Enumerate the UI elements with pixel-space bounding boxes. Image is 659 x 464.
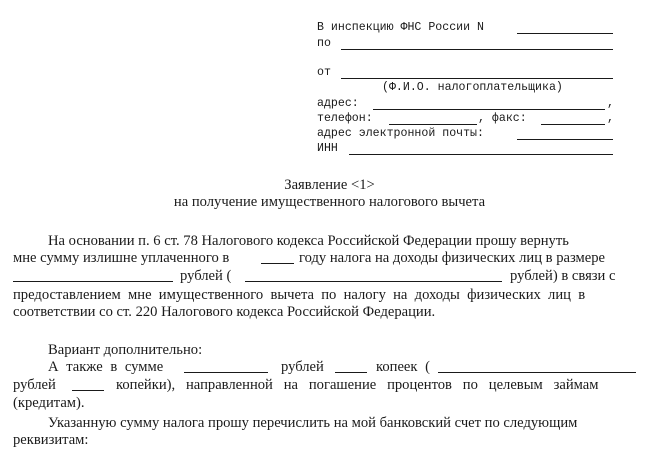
additional-words-kopecks-field[interactable] <box>72 390 104 391</box>
additional-amount-in-words-field[interactable] <box>438 372 636 373</box>
p1-line-2-b: году налога на доходы физических лиц в размере <box>299 250 606 266</box>
additional-amount-kopecks-field[interactable] <box>335 372 367 373</box>
title-line-1: Заявление <1> <box>284 177 375 193</box>
title-line-2: на получение имущественного налогового вычета <box>173 194 486 210</box>
p2-line-1-a: А также в сумме <box>48 359 164 375</box>
p1-line-3-a: рублей ( <box>180 268 232 284</box>
fax-comma: , <box>607 112 614 125</box>
p2-line-2-a: рублей <box>13 377 56 393</box>
phone-field[interactable] <box>389 124 477 125</box>
p1-line-1: На основании п. 6 ст. 78 Налогового кодекса Российской Федерации прошу вернуть <box>48 233 569 249</box>
p1-line-3-b: рублей) в связи с <box>510 268 616 284</box>
email-label: адрес электронной почты: <box>317 127 484 140</box>
additional-amount-rubles-field[interactable] <box>184 372 268 373</box>
po-label: по <box>317 37 331 50</box>
address-label: адрес: <box>317 97 359 110</box>
phone-label: телефон: <box>317 112 373 125</box>
p1-line-5: соответствии со ст. 220 Налогового кодекса Российской Федерации. <box>13 304 436 320</box>
variant-label: Вариант дополнительно: <box>48 342 203 358</box>
amount-field[interactable] <box>13 281 173 282</box>
taxpayer-name-field[interactable] <box>341 78 613 79</box>
po-field[interactable] <box>341 49 613 50</box>
p2-line-1-c: копеек ( <box>376 359 431 375</box>
address-field[interactable] <box>373 109 605 110</box>
p1-line-4: предоставлением мне имущественного вычета по налогу на доходы физических лиц в <box>13 287 586 303</box>
year-field[interactable] <box>261 263 294 264</box>
p1-line-2-a: мне сумму излишне уплаченного в <box>13 250 230 266</box>
ot-label: от <box>317 66 331 79</box>
address-comma: , <box>607 97 614 110</box>
inn-label: ИНН <box>317 142 338 155</box>
fax-field[interactable] <box>541 124 605 125</box>
p2-line-1-b: рублей <box>281 359 324 375</box>
p3-line-2: реквизитам: <box>13 432 89 448</box>
amount-in-words-field[interactable] <box>245 281 502 282</box>
email-field[interactable] <box>517 139 613 140</box>
fio-caption: (Ф.И.О. налогоплательщика) <box>382 81 563 94</box>
inn-field[interactable] <box>349 154 613 155</box>
p2-line-3: (кредитам). <box>13 395 85 411</box>
p3-line-1: Указанную сумму налога прошу перечислить на мой банковский счет по следующим <box>48 415 578 431</box>
inspection-label: В инспекцию ФНС России N <box>317 21 484 34</box>
fax-label: , факс: <box>478 112 527 125</box>
inspection-number-field[interactable] <box>517 33 613 34</box>
p2-line-2-b: копейки), направленной на погашение процентов по целевым займам <box>116 377 599 393</box>
